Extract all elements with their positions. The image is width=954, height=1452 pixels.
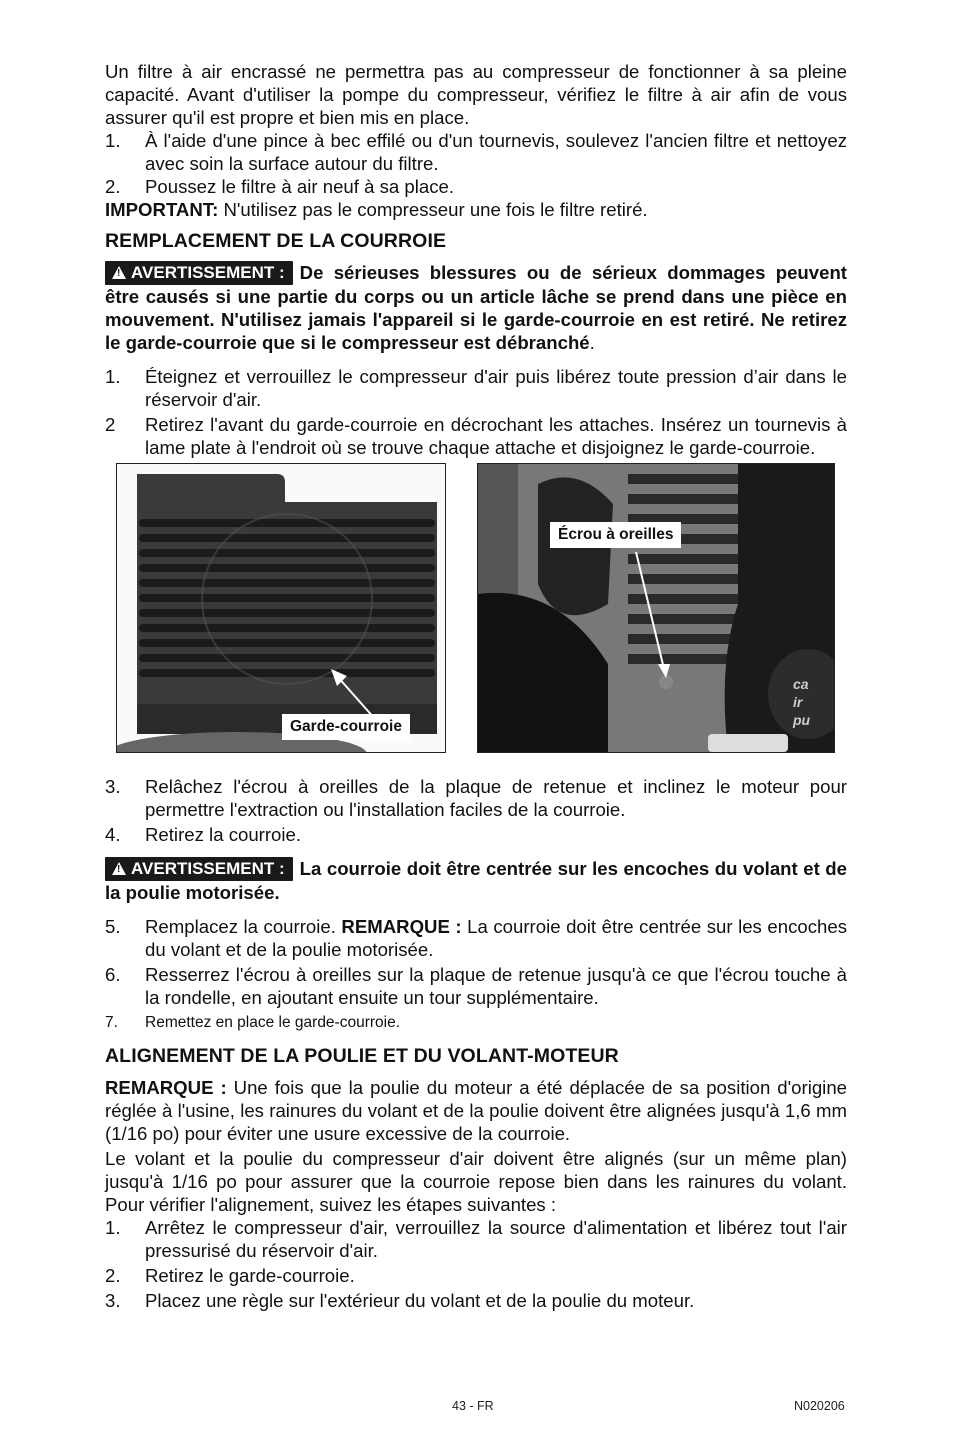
list-item: 2 Retirez l'avant du garde-courroie en décrochant les attaches. Insérez un tournevis à lame plate à l'endroit où se trouve chaque attache et disjoignez le garde-courroie. [105, 414, 847, 458]
section-heading-belt: REMPLACEMENT DE LA COURROIE [105, 230, 447, 252]
document-page [105, 60, 847, 1312]
list-item: 5. Remplacez la courroie. REMARQUE : La courroie doit être centrée sur les encoches du volant et de la poulie motorisée. [105, 916, 847, 960]
list-item: 7. Remettez en place le garde-courroie. [105, 1014, 401, 1031]
document-code: N020206 [794, 1399, 845, 1413]
list-item: 3. Placez une règle sur l'extérieur du volant et de la poulie du moteur. [105, 1290, 695, 1311]
list-item: 1. À l'aide d'une pince à bec effilé ou d'un tournevis, soulevez l'ancien filtre et nettoyez avec soin la surface autour du filtre. [105, 130, 847, 174]
list-item: 2. Retirez le garde-courroie. [105, 1265, 355, 1286]
warning-block: ! AVERTISSEMENT : La courroie doit être centrée sur les encoches du volant et de la poulie motorisée. [105, 858, 847, 903]
belt-guard-photo [116, 463, 446, 753]
figure-label: Écrou à oreilles [550, 522, 681, 548]
svg-text:ca: ca [793, 676, 809, 692]
warning-badge: ! AVERTISSEMENT : [105, 261, 293, 285]
page-number: 43 - FR [452, 1399, 494, 1413]
list-item: 1. Éteignez et verrouillez le compresseur d'air puis libérez toute pression d’air dans le réservoir d'air. [105, 366, 847, 410]
figures-row [105, 463, 847, 763]
warning-triangle-icon: ! [112, 266, 126, 279]
warning-block: ! AVERTISSEMENT : De sérieuses blessures ou de sérieux dommages peuvent être causés si une partie du corps ou un article lâche se prend dans une pièce en mouvement. N'utilisez jamais l'appareil si le garde-courroie en est retiré. Ne retirez le garde-courroie que si le compresseur est débranché. [105, 262, 847, 353]
belt-guard-illustration [117, 464, 445, 752]
important-note: IMPORTANT: N'utilisez pas le compresseur une fois le filtre retiré. [105, 199, 648, 220]
list-item: 6. Resserrez l'écrou à oreilles sur la plaque de retenue jusqu'à ce que l'écrou touche à la rondelle, en ajoutant ensuite un tour supplémentaire. [105, 964, 847, 1008]
section-heading-alignment: ALIGNEMENT DE LA POULIE ET DU VOLANT-MOTEUR [105, 1045, 619, 1067]
figure-label: Garde-courroie [282, 714, 410, 740]
list-item: 4. Retirez la courroie. [105, 824, 302, 845]
wing-nut-photo [477, 463, 835, 753]
list-item: 2. Poussez le filtre à air neuf à sa place. [105, 176, 455, 197]
list-item: 1. Arrêtez le compresseur d'air, verrouillez la source d'alimentation et libérez tout l'air pressurisé du réservoir d'air. [105, 1217, 847, 1261]
svg-text:pu: pu [793, 712, 811, 728]
warning-triangle-icon: ! [112, 862, 126, 875]
list-item: 3. Relâchez l'écrou à oreilles de la plaque de retenue et inclinez le moteur pour permettre l'extraction ou l'installation faciles de la courroie. [105, 776, 847, 820]
note-paragraph: REMARQUE : Une fois que la poulie du moteur a été déplacée de sa position d'origine réglée à l'usine, les rainures du volant et de la poulie doivent être alignées jusqu'à 1,6 mm (1/16 po) pour éviter une usure excessive de la courroie. [105, 1077, 847, 1144]
svg-text:ir: ir [793, 694, 803, 710]
body-paragraph: Le volant et la poulie du compresseur d'air doivent être alignés (sur un même plan) jusqu'à 1/16 po pour assurer que la courroie repose bien dans les rainures du volant. Pour vérifier l'alignement, suivez les étapes suivantes : [105, 1148, 847, 1215]
intro-paragraph: Un filtre à air encrassé ne permettra pas au compresseur de fonctionner à sa pleine capacité. Avant d'utiliser la pompe du compresseur, vérifiez le filtre à air afin de vous assurer qu'il est propre et bien mis en place. [105, 61, 847, 128]
wing-nut-illustration [478, 464, 834, 752]
warning-badge: ! AVERTISSEMENT : [105, 857, 293, 881]
